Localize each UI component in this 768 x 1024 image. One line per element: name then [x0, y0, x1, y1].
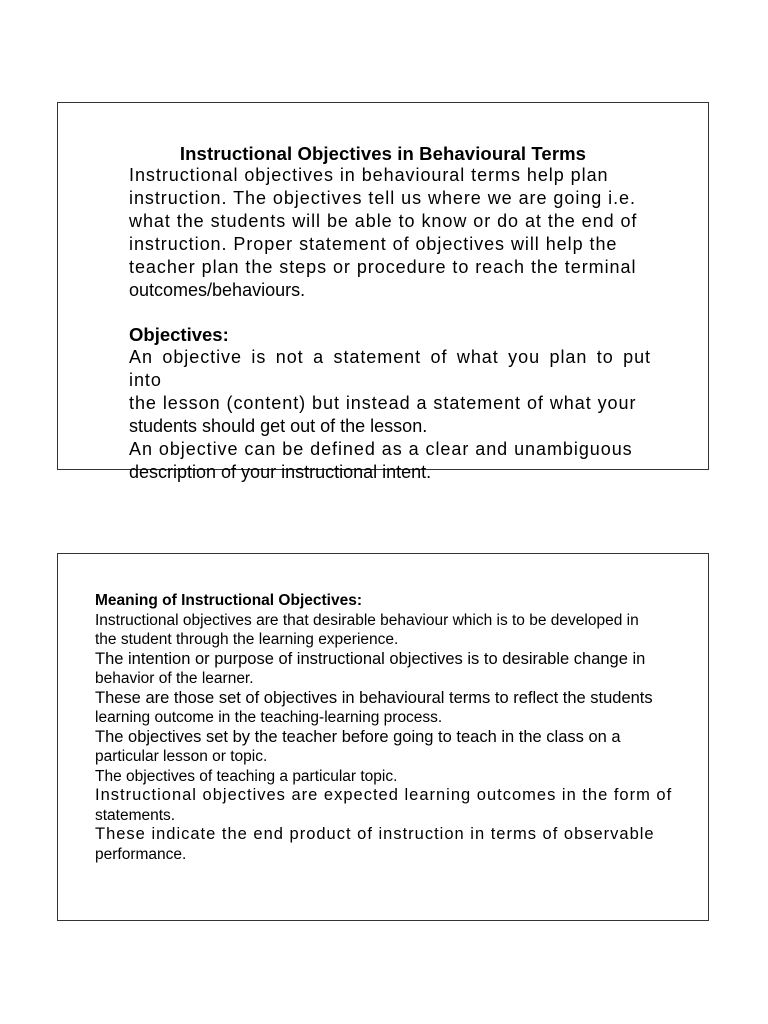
slide-body: [95, 591, 677, 864]
meaning-heading: Meaning of Instructional Objectives:: [95, 592, 362, 609]
meaning-line: the student through the learning experience.: [95, 631, 399, 648]
meaning-line: The objectives of teaching a particular topic.: [95, 767, 398, 785]
objectives-line: description of your instructional intent.: [129, 462, 432, 482]
meaning-line: These are those set of objectives in behavioural terms to reflect the students: [95, 688, 653, 707]
objectives-line: An objective can be defined as a clear and unambiguous: [129, 439, 633, 459]
meaning-line: Instructional objectives are that desirable behaviour which is to be developed in: [95, 611, 639, 629]
intro-line: Instructional objectives in behavioural terms help plan: [129, 165, 609, 185]
slide-title: Instructional Objectives in Behavioural Terms: [179, 143, 587, 164]
meaning-line: statements.: [95, 806, 176, 824]
objectives-line: students should get out of the lesson.: [129, 416, 428, 436]
slide-meaning-of-objectives: [57, 553, 709, 921]
objectives-line: the lesson (content) but instead a statement of what your: [129, 393, 637, 413]
meaning-line: learning outcome in the teaching-learning process.: [95, 709, 443, 726]
objectives-heading: Objectives:: [129, 324, 229, 345]
meaning-line: These indicate the end product of instruction in terms of observable: [95, 825, 655, 843]
slide-body: [129, 164, 651, 484]
meaning-line: particular lesson or topic.: [95, 748, 268, 765]
meaning-line: The intention or purpose of instructional objectives is to desirable change in: [95, 649, 646, 668]
slide-instructional-objectives: [57, 102, 709, 482]
intro-line: instruction. Proper statement of objectives will help the: [129, 234, 618, 254]
intro-line: instruction. The objectives tell us where we are going i.e.: [129, 188, 636, 208]
intro-line: outcomes/behaviours.: [129, 280, 306, 300]
meaning-line: behavior of the learner.: [95, 670, 254, 687]
intro-line: teacher plan the steps or procedure to reach the terminal: [129, 257, 637, 277]
spacer: [129, 302, 651, 323]
objectives-line: An objective is not a statement of what you plan to put into: [129, 347, 651, 390]
meaning-line: performance.: [95, 845, 187, 863]
meaning-line: Instructional objectives are expected learning outcomes in the form of: [95, 786, 673, 804]
meaning-line: The objectives set by the teacher before going to teach in the class on a: [95, 727, 621, 746]
intro-line: what the students will be able to know or do at the end of: [129, 211, 638, 231]
